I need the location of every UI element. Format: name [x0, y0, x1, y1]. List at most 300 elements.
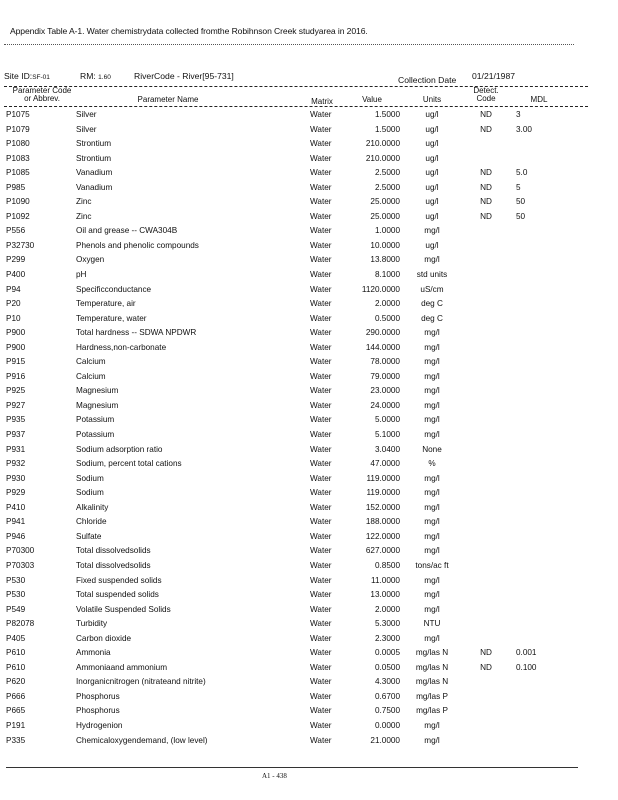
value-cell: 13.8000 — [370, 255, 400, 265]
param-name-cell: Inorganicnitrogen (nitrateand nitrite) — [76, 677, 206, 687]
value-cell: 188.0000 — [365, 517, 400, 527]
param-code-cell: P70303 — [6, 560, 35, 570]
units-cell: mg/l — [424, 575, 440, 585]
param-code-cell: P915 — [6, 357, 26, 367]
units-cell: mg/l — [424, 255, 440, 265]
param-name-cell: Strontium — [76, 139, 112, 149]
rm-value: 1.60 — [98, 74, 111, 81]
table-row — [0, 253, 618, 268]
header-code-line2: or Abbrev. — [24, 94, 60, 103]
param-code-cell: P927 — [6, 400, 26, 410]
value-cell: 144.0000 — [365, 342, 400, 352]
table-row — [0, 690, 618, 705]
detect-code-cell: ND — [480, 168, 492, 178]
matrix-cell: Water — [310, 662, 332, 672]
value-cell: 0.0000 — [374, 720, 400, 730]
param-name-cell: Volatile Suspended Solids — [76, 604, 171, 614]
matrix-cell: Water — [310, 604, 332, 614]
param-name-cell: Zinc — [76, 211, 92, 221]
param-code-cell: P530 — [6, 590, 26, 600]
units-cell: mg/l — [424, 473, 440, 483]
param-code-cell: P556 — [6, 226, 26, 236]
param-code-cell: P935 — [6, 415, 26, 425]
table-row — [0, 719, 618, 734]
param-name-cell: Sodium adsorption ratio — [76, 444, 163, 454]
detect-code-cell: ND — [480, 648, 492, 658]
value-cell: 122.0000 — [365, 531, 400, 541]
value-cell: 0.6700 — [374, 691, 400, 701]
table-row — [0, 239, 618, 254]
table-row — [0, 443, 618, 458]
detect-code-cell: ND — [480, 182, 492, 192]
value-cell: 78.0000 — [370, 357, 400, 367]
units-cell: mg/l — [424, 226, 440, 236]
param-code-cell: P1075 — [6, 110, 30, 119]
units-cell: mg/las N — [415, 677, 449, 687]
mdl-cell: 0.001 — [516, 648, 537, 658]
matrix-cell: Water — [310, 342, 332, 352]
units-cell: ug/l — [425, 240, 439, 250]
header-code-line1: Parameter Code — [12, 86, 72, 95]
collection-date-value: 01/21/1987 — [472, 71, 516, 81]
mdl-cell: 3.00 — [516, 124, 532, 134]
table-row — [0, 210, 618, 225]
value-cell: 119.0000 — [366, 473, 400, 483]
mdl-cell: 50 — [516, 197, 526, 207]
units-cell: NTU — [423, 619, 441, 629]
table-row — [0, 574, 618, 589]
units-cell: uS/cm — [420, 284, 444, 294]
header-detect-line1: Detect. — [473, 86, 499, 95]
table-title: Appendix Table A-1. Water chemistrydata collected fromthe Robihnson Creek studyarea in 2016. — [10, 26, 368, 36]
matrix-cell: Water — [310, 430, 332, 440]
matrix-cell: Water — [310, 270, 332, 280]
units-cell: mg/l — [424, 415, 440, 425]
matrix-cell: Water — [310, 313, 332, 323]
param-code-cell: P10 — [6, 313, 21, 323]
table-row — [0, 181, 618, 196]
matrix-cell: Water — [310, 691, 332, 701]
param-name-cell: Specificconductance — [76, 284, 152, 294]
param-name-cell: Total hardness -- SDWA NPDWR — [76, 328, 197, 338]
param-name-cell: Potassium — [76, 430, 115, 440]
matrix-cell: Water — [310, 488, 332, 498]
table-row — [0, 646, 618, 661]
table-row — [0, 661, 618, 676]
value-cell: 0.7500 — [374, 706, 400, 716]
units-cell: mg/l — [424, 735, 440, 745]
units-cell: mg/l — [424, 488, 440, 498]
value-cell: 8.1000 — [374, 270, 400, 280]
header-parameter-code — [4, 87, 80, 103]
table-row — [0, 457, 618, 472]
mdl-cell: 50 — [516, 211, 526, 221]
param-code-cell: P20 — [6, 299, 21, 309]
matrix-cell: Water — [310, 211, 332, 221]
param-name-cell: Total dissolvedsolids — [76, 560, 151, 570]
param-code-cell: P82078 — [6, 619, 35, 629]
detect-code-cell: ND — [480, 211, 492, 221]
units-cell: mg/las N — [415, 662, 449, 672]
units-cell: tons/ac ft — [415, 560, 449, 570]
table-row — [0, 588, 618, 603]
matrix-cell: Water — [310, 400, 332, 410]
value-cell: 5.1000 — [374, 430, 400, 440]
value-cell: 11.0000 — [371, 575, 400, 585]
value-cell: 47.0000 — [370, 459, 400, 469]
units-cell: ug/l — [425, 153, 439, 163]
units-cell: mg/las N — [415, 648, 449, 658]
value-cell: 290.0000 — [365, 328, 400, 338]
value-cell: 0.5000 — [374, 313, 400, 323]
table-row — [0, 734, 618, 749]
table-row — [0, 603, 618, 618]
param-name-cell: pH — [76, 270, 87, 280]
matrix-cell: Water — [310, 735, 332, 745]
table-row — [0, 486, 618, 501]
matrix-cell: Water — [310, 284, 332, 294]
units-cell: % — [428, 459, 436, 469]
header-matrix: Matrix — [311, 97, 333, 106]
value-cell: 1.0000 — [374, 226, 400, 236]
param-code-cell: P946 — [6, 531, 26, 541]
units-cell: None — [422, 444, 442, 454]
mdl-cell: 3 — [516, 110, 521, 119]
table-row — [0, 617, 618, 632]
matrix-cell: Water — [310, 299, 332, 309]
units-cell: mg/l — [424, 357, 440, 367]
units-cell: ug/l — [425, 197, 439, 207]
detect-code-cell: ND — [480, 124, 492, 134]
param-name-cell: Potassium — [76, 415, 115, 425]
value-cell: 23.0000 — [370, 386, 400, 396]
units-cell: ug/l — [425, 110, 439, 119]
header-bottom-rule — [4, 106, 588, 107]
param-code-cell: P1079 — [6, 124, 30, 134]
header-detect-line2: Code — [476, 94, 496, 103]
table-row — [0, 515, 618, 530]
river-code: RiverCode - River[95-731] — [134, 71, 234, 81]
table-row — [0, 370, 618, 385]
value-cell: 21.0000 — [370, 735, 400, 745]
table-row — [0, 297, 618, 312]
units-cell: ug/l — [425, 211, 439, 221]
matrix-cell: Water — [310, 531, 332, 541]
param-name-cell: Magnesium — [76, 400, 119, 410]
matrix-cell: Water — [310, 502, 332, 512]
site-id — [4, 71, 50, 81]
detect-code-cell: ND — [480, 197, 492, 207]
param-name-cell: Zinc — [76, 197, 92, 207]
param-name-cell: Fixed suspended solids — [76, 575, 162, 585]
collection-date-label: Collection Date — [398, 75, 457, 85]
header-units: Units — [422, 95, 442, 104]
matrix-cell: Water — [310, 371, 332, 381]
param-code-cell: P1083 — [6, 153, 30, 163]
matrix-cell: Water — [310, 240, 332, 250]
value-cell: 25.0000 — [370, 211, 400, 221]
matrix-cell: Water — [310, 720, 332, 730]
page-number: A1 - 438 — [262, 772, 287, 780]
param-name-cell: Strontium — [76, 153, 112, 163]
value-cell: 25.0000 — [370, 197, 400, 207]
param-code-cell: P530 — [6, 575, 26, 585]
value-cell: 1120.0000 — [361, 284, 400, 294]
table-row — [0, 341, 618, 356]
table-row — [0, 472, 618, 487]
param-code-cell: P925 — [6, 386, 26, 396]
param-code-cell: P1090 — [6, 197, 30, 207]
param-name-cell: Chemicaloxygendemand, (low level) — [76, 735, 208, 745]
param-code-cell: P932 — [6, 459, 26, 469]
value-cell: 210.0000 — [365, 139, 400, 149]
param-name-cell: Carbon dioxide — [76, 633, 132, 643]
matrix-cell: Water — [310, 110, 332, 119]
table-row — [0, 632, 618, 647]
units-cell: mg/las P — [416, 706, 448, 716]
matrix-cell: Water — [310, 226, 332, 236]
param-code-cell: P929 — [6, 488, 26, 498]
param-code-cell: P335 — [6, 735, 26, 745]
units-cell: mg/l — [424, 517, 440, 527]
table-row — [0, 559, 618, 574]
table-row — [0, 224, 618, 239]
param-name-cell: Alkalinity — [76, 502, 109, 512]
param-code-cell: P1085 — [6, 168, 30, 178]
table-row — [0, 530, 618, 545]
data-table — [0, 108, 618, 748]
matrix-cell: Water — [310, 575, 332, 585]
param-code-cell: P549 — [6, 604, 26, 614]
param-code-cell: P410 — [6, 502, 26, 512]
param-code-cell: P94 — [6, 284, 21, 294]
units-cell: mg/l — [424, 371, 440, 381]
value-cell: 2.0000 — [374, 299, 400, 309]
header-value: Value — [362, 95, 382, 104]
table-row — [0, 326, 618, 341]
value-cell: 3.0400 — [374, 444, 400, 454]
value-cell: 119.0000 — [366, 488, 400, 498]
matrix-cell: Water — [310, 415, 332, 425]
value-cell: 24.0000 — [370, 400, 400, 410]
units-cell: ug/l — [425, 182, 439, 192]
site-id-label: Site ID: — [4, 71, 33, 81]
matrix-cell: Water — [310, 197, 332, 207]
param-code-cell: P900 — [6, 328, 26, 338]
param-code-cell: P405 — [6, 633, 26, 643]
river-mile — [80, 71, 111, 81]
value-cell: 2.5000 — [374, 182, 400, 192]
value-cell: 2.3000 — [374, 633, 400, 643]
value-cell: 210.0000 — [365, 153, 400, 163]
value-cell: 1.5000 — [374, 124, 400, 134]
value-cell: 1.5000 — [374, 110, 400, 119]
param-code-cell: P610 — [6, 648, 26, 658]
units-cell: ug/l — [425, 124, 439, 134]
table-row — [0, 268, 618, 283]
value-cell: 5.3000 — [374, 619, 400, 629]
header-detect-code — [470, 87, 502, 103]
param-name-cell: Calcium — [76, 357, 106, 367]
param-name-cell: Turbidity — [76, 619, 108, 629]
table-row — [0, 123, 618, 138]
table-row — [0, 283, 618, 298]
value-cell: 0.0500 — [374, 662, 400, 672]
param-code-cell: P299 — [6, 255, 26, 265]
units-cell: mg/las P — [416, 691, 448, 701]
param-code-cell: P400 — [6, 270, 26, 280]
matrix-cell: Water — [310, 168, 332, 178]
matrix-cell: Water — [310, 473, 332, 483]
param-name-cell: Hydrogenion — [76, 720, 123, 730]
param-name-cell: Silver — [76, 110, 97, 119]
param-code-cell: P916 — [6, 371, 26, 381]
table-row — [0, 544, 618, 559]
value-cell: 79.0000 — [370, 371, 400, 381]
mdl-cell: 5.0 — [516, 168, 528, 178]
matrix-cell: Water — [310, 182, 332, 192]
value-cell: 10.0000 — [370, 240, 400, 250]
param-name-cell: Ammoniaand ammonium — [76, 662, 168, 672]
param-name-cell: Sulfate — [76, 531, 102, 541]
param-name-cell: Oxygen — [76, 255, 105, 265]
table-row — [0, 704, 618, 719]
table-row — [0, 428, 618, 443]
site-id-value: SF-01 — [32, 74, 50, 81]
param-code-cell: P941 — [6, 517, 26, 527]
param-name-cell: Calcium — [76, 371, 106, 381]
table-row — [0, 312, 618, 327]
param-name-cell: Temperature, air — [76, 299, 136, 309]
units-cell: mg/l — [424, 720, 440, 730]
table-row — [0, 501, 618, 516]
table-row — [0, 166, 618, 181]
param-code-cell: P620 — [6, 677, 26, 687]
param-code-cell: P930 — [6, 473, 26, 483]
matrix-cell: Water — [310, 328, 332, 338]
param-code-cell: P937 — [6, 430, 26, 440]
detect-code-cell: ND — [480, 662, 492, 672]
matrix-cell: Water — [310, 546, 332, 556]
units-cell: mg/l — [424, 590, 440, 600]
matrix-cell: Water — [310, 139, 332, 149]
param-name-cell: Silver — [76, 124, 97, 134]
param-name-cell: Hardness,non-carbonate — [76, 342, 167, 352]
value-cell: 152.0000 — [365, 502, 400, 512]
param-name-cell: Oil and grease -- CWA304B — [76, 226, 178, 236]
param-code-cell: P70300 — [6, 546, 35, 556]
param-code-cell: P985 — [6, 182, 26, 192]
param-name-cell: Sodium, percent total cations — [76, 459, 182, 469]
table-row — [0, 384, 618, 399]
param-name-cell: Total suspended solids — [76, 590, 159, 600]
rm-label: RM: — [80, 71, 96, 81]
param-name-cell: Sodium — [76, 488, 104, 498]
param-name-cell: Ammonia — [76, 648, 111, 658]
param-code-cell: P1080 — [6, 139, 30, 149]
units-cell: mg/l — [424, 400, 440, 410]
mdl-cell: 5 — [516, 182, 521, 192]
param-code-cell: P610 — [6, 662, 26, 672]
param-name-cell: Phosphorus — [76, 691, 120, 701]
param-name-cell: Phosphorus — [76, 706, 120, 716]
units-cell: mg/l — [424, 502, 440, 512]
param-name-cell: Magnesium — [76, 386, 119, 396]
table-row — [0, 675, 618, 690]
param-name-cell: Temperature, water — [76, 313, 147, 323]
value-cell: 0.0005 — [374, 648, 400, 658]
matrix-cell: Water — [310, 459, 332, 469]
param-code-cell: P665 — [6, 706, 26, 716]
matrix-cell: Water — [310, 633, 332, 643]
table-row — [0, 152, 618, 167]
footer-rule — [6, 767, 578, 768]
header-parameter-name: Parameter Name — [137, 95, 199, 104]
table-row — [0, 399, 618, 414]
units-cell: mg/l — [424, 633, 440, 643]
param-code-cell: P666 — [6, 691, 26, 701]
matrix-cell: Water — [310, 517, 332, 527]
units-cell: std units — [416, 270, 448, 280]
header-mdl: MDL — [530, 95, 548, 104]
units-cell: ug/l — [425, 139, 439, 149]
table-row — [0, 413, 618, 428]
param-name-cell: Sodium — [76, 473, 104, 483]
param-code-cell: P931 — [6, 444, 26, 454]
units-cell: mg/l — [424, 546, 440, 556]
matrix-cell: Water — [310, 619, 332, 629]
matrix-cell: Water — [310, 124, 332, 134]
value-cell: 2.0000 — [374, 604, 400, 614]
param-name-cell: Vanadium — [76, 168, 113, 178]
value-cell: 13.0000 — [370, 590, 400, 600]
units-cell: mg/l — [424, 604, 440, 614]
table-row — [0, 108, 618, 123]
matrix-cell: Water — [310, 357, 332, 367]
param-name-cell: Phenols and phenolic compounds — [76, 240, 199, 250]
units-cell: mg/l — [424, 328, 440, 338]
value-cell: 627.0000 — [365, 546, 400, 556]
matrix-cell: Water — [310, 706, 332, 716]
param-code-cell: P32730 — [6, 240, 35, 250]
param-code-cell: P191 — [6, 720, 26, 730]
units-cell: ug/l — [425, 168, 439, 178]
value-cell: 5.0000 — [374, 415, 400, 425]
units-cell: deg C — [421, 313, 443, 323]
param-name-cell: Total dissolvedsolids — [76, 546, 151, 556]
matrix-cell: Water — [310, 677, 332, 687]
value-cell: 4.3000 — [374, 677, 400, 687]
value-cell: 0.8500 — [374, 560, 400, 570]
param-code-cell: P900 — [6, 342, 26, 352]
value-cell: 2.5000 — [374, 168, 400, 178]
units-cell: deg C — [421, 299, 443, 309]
matrix-cell: Water — [310, 648, 332, 658]
param-name-cell: Chloride — [76, 517, 107, 527]
units-cell: mg/l — [424, 531, 440, 541]
matrix-cell: Water — [310, 444, 332, 454]
units-cell: mg/l — [424, 342, 440, 352]
mdl-cell: 0.100 — [516, 662, 537, 672]
table-row — [0, 195, 618, 210]
matrix-cell: Water — [310, 386, 332, 396]
param-name-cell: Vanadium — [76, 182, 113, 192]
title-divider — [4, 44, 574, 45]
param-code-cell: P1092 — [6, 211, 30, 221]
table-row — [0, 355, 618, 370]
matrix-cell: Water — [310, 255, 332, 265]
units-cell: mg/l — [424, 430, 440, 440]
